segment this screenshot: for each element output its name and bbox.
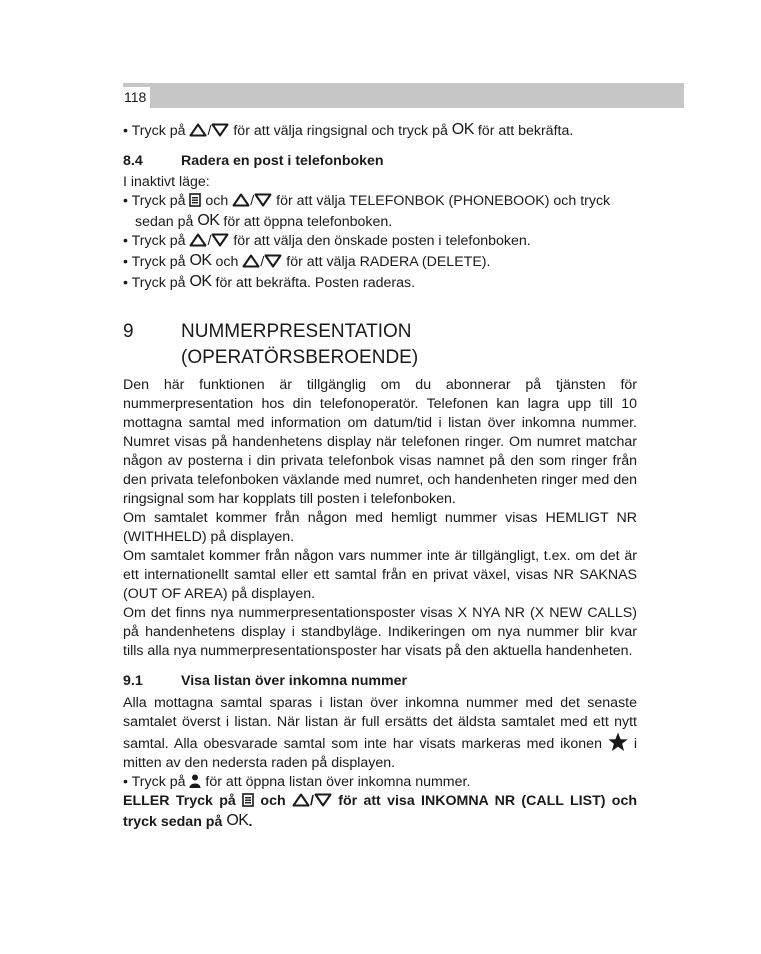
up-arrow-icon bbox=[242, 254, 260, 268]
text: för att öppna telefonboken. bbox=[219, 214, 393, 230]
text: för att välja RADERA (DELETE). bbox=[282, 254, 491, 270]
chapter-heading-9 bbox=[123, 319, 637, 371]
text: . bbox=[248, 814, 253, 830]
text: för att välja ringsignal och tryck på bbox=[229, 123, 452, 139]
section-title: Visa listan över inkomna nummer bbox=[181, 673, 408, 689]
idle-mode-label: I inaktivt läge: bbox=[123, 174, 210, 190]
text: för att visa INKOMNA NR (CALL LIST) och tryck sedan på bbox=[123, 793, 638, 830]
text: • Tryck på bbox=[123, 774, 190, 790]
text: • Tryck på bbox=[123, 275, 190, 291]
text: för att välja den önskade posten i telefonboken. bbox=[229, 233, 531, 249]
slash: / bbox=[207, 233, 212, 249]
chapter-number: 9 bbox=[123, 321, 134, 342]
star-icon bbox=[608, 732, 628, 752]
up-arrow-icon bbox=[292, 793, 310, 807]
down-arrow-icon bbox=[211, 233, 229, 247]
chapter-title-line-1: NUMMERPRESENTATION bbox=[181, 321, 412, 342]
paragraph-out-of-area: Om samtalet kommer från någon vars nummer inte är tillgängligt, t.ex. om det är ett internationellt samtal eller ett samtal från en privat växel, visas NR SAKNAS (OUT OF AREA) på displayen. bbox=[123, 548, 637, 602]
up-arrow-icon bbox=[189, 123, 207, 137]
chapter-title bbox=[181, 319, 418, 371]
text: och bbox=[201, 193, 233, 209]
up-arrow-icon bbox=[189, 233, 207, 247]
up-arrow-icon bbox=[232, 193, 250, 207]
alternative-instruction bbox=[123, 792, 637, 832]
down-arrow-icon bbox=[211, 123, 229, 137]
text: i mitten av den nedersta raden på displayen. bbox=[123, 736, 638, 771]
page-number: 118 bbox=[123, 87, 150, 108]
text: • Tryck på bbox=[123, 254, 190, 270]
paragraph-intro: Den här funktionen är tillgänglig om du abonnerar på tjänsten för nummerpresentation hos din telefonoperatör. Telefonen kan lagra upp till 10 mottagna samtal med information om datum/tid i listan över inkomna nummer. Numret visas på handenhetens display när telefonen ringer. Om numret matchar någon av posterna i din privata telefonbok visas namnet på den som ringer från den privata telefonboken växlande med numret, och handenheten ringer med den ringsignal som har kopplats till posten i telefonboken. bbox=[123, 377, 637, 507]
ok-icon: OK bbox=[451, 121, 474, 138]
text: och bbox=[254, 793, 292, 809]
text: ELLER Tryck på bbox=[123, 793, 243, 809]
paragraph-new-calls: Om det finns nya nummerpresentationsposter visas X NYA NR (X NEW CALLS) på handenhetens display i standbyläge. Indikeringen om nya nummer blir kvar tills alla nya nummerpresentationsposter har visats på den aktuella handenheten. bbox=[123, 605, 637, 659]
open-call-list-step bbox=[123, 773, 637, 792]
delete-step-4 bbox=[123, 272, 637, 293]
text: för att öppna listan över inkomna nummer. bbox=[201, 774, 471, 790]
slash: / bbox=[260, 254, 265, 270]
text: för att välja TELEFONBOK (PHONEBOOK) och tryck sedan på bbox=[135, 193, 611, 230]
down-arrow-icon bbox=[314, 793, 332, 807]
menu-icon bbox=[189, 193, 201, 207]
text: • Tryck på bbox=[123, 123, 190, 139]
down-arrow-icon bbox=[254, 193, 272, 207]
text: • Tryck på bbox=[123, 233, 190, 249]
paragraph-withheld: Om samtalet kommer från någon med hemligt nummer visas HEMLIGT NR (WITHHELD) på displayen. bbox=[123, 510, 637, 545]
ok-icon: OK bbox=[189, 252, 212, 269]
slash: / bbox=[250, 193, 255, 209]
menu-icon bbox=[242, 793, 254, 807]
section-number: 8.4 bbox=[123, 153, 143, 169]
section-heading-9-1 bbox=[123, 672, 637, 691]
ok-icon: OK bbox=[226, 812, 249, 829]
ringtone-instruction bbox=[123, 120, 637, 141]
text: för att bekräfta. Posten raderas. bbox=[211, 275, 416, 291]
section-heading-8-4 bbox=[123, 152, 637, 171]
paragraph-call-list bbox=[123, 694, 637, 773]
down-arrow-icon bbox=[264, 254, 282, 268]
slash: / bbox=[207, 123, 212, 139]
text: Alla mottagna samtal sparas i listan över inkomna nummer med det senaste samtalet överst i listan. När listan är full ersätts det äldsta samtalet med ett nytt samtal. Alla obesvarade samtal som inte har visats markeras med ikonen bbox=[123, 695, 637, 752]
chapter-title-line-2: (OPERATÖRSBEROENDE) bbox=[181, 347, 419, 368]
ok-icon: OK bbox=[197, 212, 220, 229]
section-number: 9.1 bbox=[123, 673, 143, 689]
text: för att bekräfta. bbox=[473, 123, 574, 139]
delete-step-2 bbox=[123, 232, 637, 251]
person-icon bbox=[189, 774, 201, 788]
delete-step-3 bbox=[123, 251, 637, 272]
page-content bbox=[123, 120, 637, 832]
text: och bbox=[211, 254, 243, 270]
text: • Tryck på bbox=[123, 193, 190, 209]
ok-icon: OK bbox=[189, 273, 212, 290]
delete-step-1 bbox=[123, 192, 637, 232]
slash: / bbox=[309, 793, 314, 809]
section-title: Radera en post i telefonboken bbox=[181, 153, 384, 169]
header-bar bbox=[123, 83, 684, 108]
